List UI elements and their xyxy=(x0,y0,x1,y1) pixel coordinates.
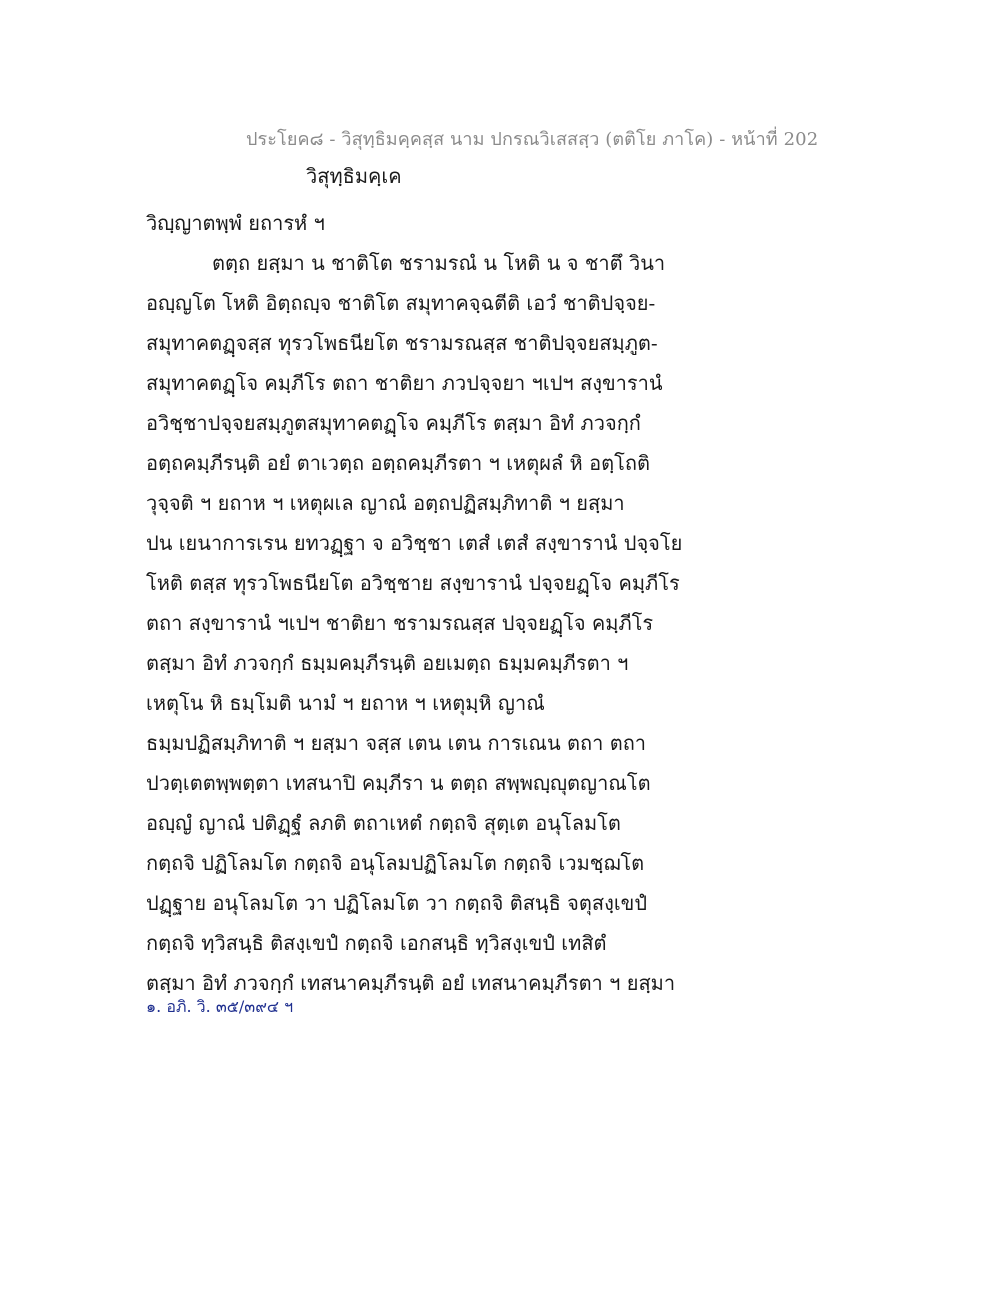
running-head: ประโยค๘ - วิสุทฺธิมคฺคสฺส นาม ปกรณวิเสสสฺว (ตติโย ภาโค) - หน้าที่ 202 xyxy=(246,129,819,150)
text-line: สมุทาคตฏฺจสฺส ทุรวโพธนียโต ชรามรณสฺส ชาติปจฺจยสมฺภูต- xyxy=(146,331,658,355)
text-line: โหติ ตสฺส ทุรวโพธนียโต อวิชฺชาย สงฺขารานํ ปจฺจยฏฺโจ คมฺภีโร xyxy=(146,571,680,595)
text-line: วิญฺญาตพฺพํ ยถารหํ ฯ xyxy=(146,211,325,235)
text-line: เหตุโน หิ ธมฺโมติ นามํ ฯ ยถาห ฯ เหตุมฺหิ ญาณํ xyxy=(146,691,545,715)
text-line: อญฺญโต โหติ อิตฺถญฺจ ชาติโต สมุทาคจฺฉตีติ เอวํ ชาติปจฺจย- xyxy=(146,291,656,315)
text-line: ตตฺถ ยสฺมา น ชาติโต ชรามรณํ น โหติ น จ ชาตึ วินา xyxy=(212,251,666,275)
text-line: วุจฺจติ ฯ ยถาห ฯ เหตุผเล ญาณํ อตฺถปฏิสมฺภิทาติ ฯ ยสฺมา xyxy=(146,491,625,515)
text-line: ปน เยนาการเรน ยทวฏฺฐา จ อวิชฺชา เตสํ เตสํ สงฺขารานํ ปจฺจโย xyxy=(146,531,683,555)
text-line: ตสฺมา อิทํ ภวจกฺกํ เทสนาคมฺภีรนฺติ อยํ เทสนาคมฺภีรตา ฯ ยสฺมา xyxy=(146,971,676,995)
text-line: ธมฺมปฏิสมฺภิทาติ ฯ ยสฺมา จสฺส เตน เตน การเณน ตถา ตถา xyxy=(146,731,647,755)
footnote: ๑. อภิ. วิ. ๓๕/๓๙๔ ฯ xyxy=(146,997,294,1016)
text-line: ตถา สงฺขารานํ ฯเปฯ ชาติยา ชรามรณสฺส ปจฺจยฏฺโจ คมฺภีโร xyxy=(146,611,654,635)
text-line: อญฺญํ ญาณํ ปติฏฺฐํ ลภติ ตถาเหตํ กตฺถจิ สุตฺเต อนุโลมโต xyxy=(146,811,621,835)
book-title: วิสุทฺธิมคฺเค xyxy=(306,164,402,188)
text-line: กตฺถจิ ปฏิโลมโต กตฺถจิ อนุโลมปฏิโลมโต กตฺถจิ เวมชฺฌโต xyxy=(146,851,645,875)
text-line: สมุทาคตฏฺโจ คมฺภีโร ตถา ชาติยา ภวปจฺจยา ฯเปฯ สงฺขารานํ xyxy=(146,371,663,395)
text-line: กตฺถจิ ทฺวิสนฺธิ ติสงฺเขปํ กตฺถจิ เอกสนฺธิ ทฺวิสงฺเขปํ เทสิตํ xyxy=(146,931,607,955)
body-text xyxy=(146,203,686,1003)
text-line: ปฏฺฐาย อนุโลมโต วา ปฏิโลมโต วา กตฺถจิ ติสนฺธิ จตุสงฺเขปํ xyxy=(146,891,648,915)
text-line: อวิชฺชาปจฺจยสมฺภูตสมุทาคตฏฺโจ คมฺภีโร ตสฺมา อิทํ ภวจกฺกํ xyxy=(146,411,641,435)
text-line: ปวตฺเตตพฺพตฺตา เทสนาปิ คมฺภีรา น ตตฺถ สพฺพญฺญุตญาณโต xyxy=(146,771,651,795)
text-line: อตฺถคมฺภีรนฺติ อยํ ตาเวตฺถ อตฺถคมฺภีรตา ฯ เหตุผลํ หิ อตฺโถติ xyxy=(146,451,650,475)
text-line: ตสฺมา อิทํ ภวจกฺกํ ธมฺมคมฺภีรนฺติ อยเมตฺถ ธมฺมคมฺภีรตา ฯ xyxy=(146,651,629,675)
